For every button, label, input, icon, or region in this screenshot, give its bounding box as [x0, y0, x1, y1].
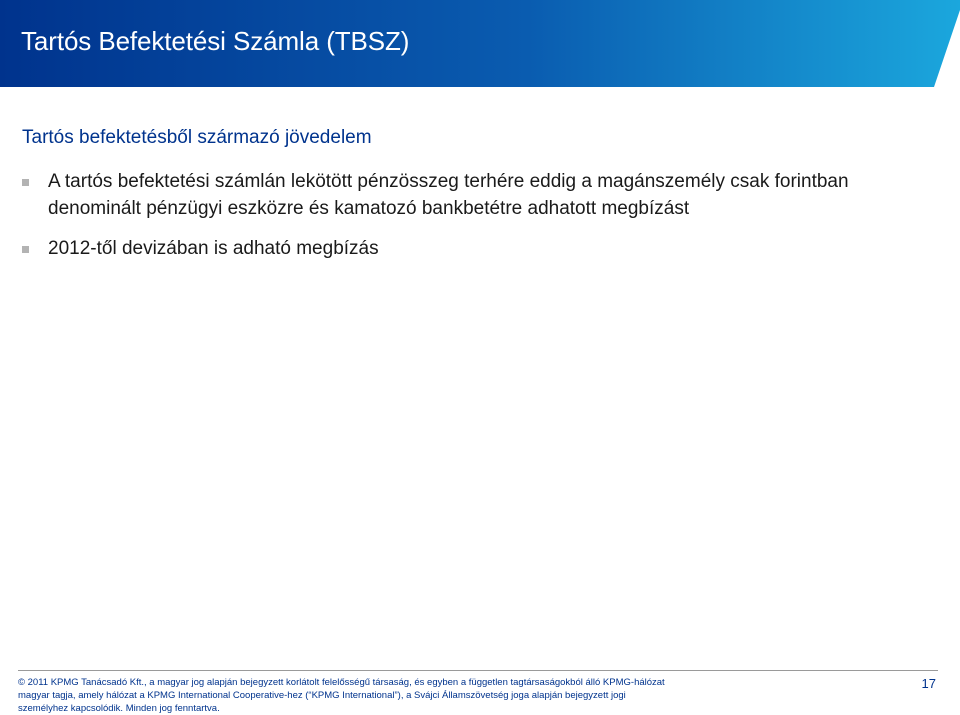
square-bullet-icon: [22, 246, 29, 253]
bullet-text: A tartós befektetési számlán lekötött pénzösszeg terhére eddig a magánszemély csak forintban denominált pénzügyi eszközre és kamatozó bankbetétre adhatott megbízást: [48, 171, 849, 219]
footer-divider: [18, 670, 938, 671]
section-heading: Tartós befektetésből származó jövedelem: [22, 127, 372, 148]
title-banner: [0, 0, 960, 87]
page-number: 17: [921, 676, 936, 691]
slide-title: Tartós Befektetési Számla (TBSZ): [21, 26, 410, 56]
footer-copyright: © 2011 KPMG Tanácsadó Kft., a magyar jog alapján bejegyzett korlátolt felelősségű társaság, és egyben a független tagtársaságokból álló KPMG-hálózat magyar tagja, amely hálózat a KPMG International Cooperative-hez (“KPMG International”), a Svájci Államszövetség joga alapján bejegyzett jogi személyhez kapcsolódik. Minden jog fenntartva.: [18, 677, 665, 714]
bullet-text: 2012-től devizában is adható megbízás: [48, 238, 379, 259]
square-bullet-icon: [22, 179, 29, 186]
